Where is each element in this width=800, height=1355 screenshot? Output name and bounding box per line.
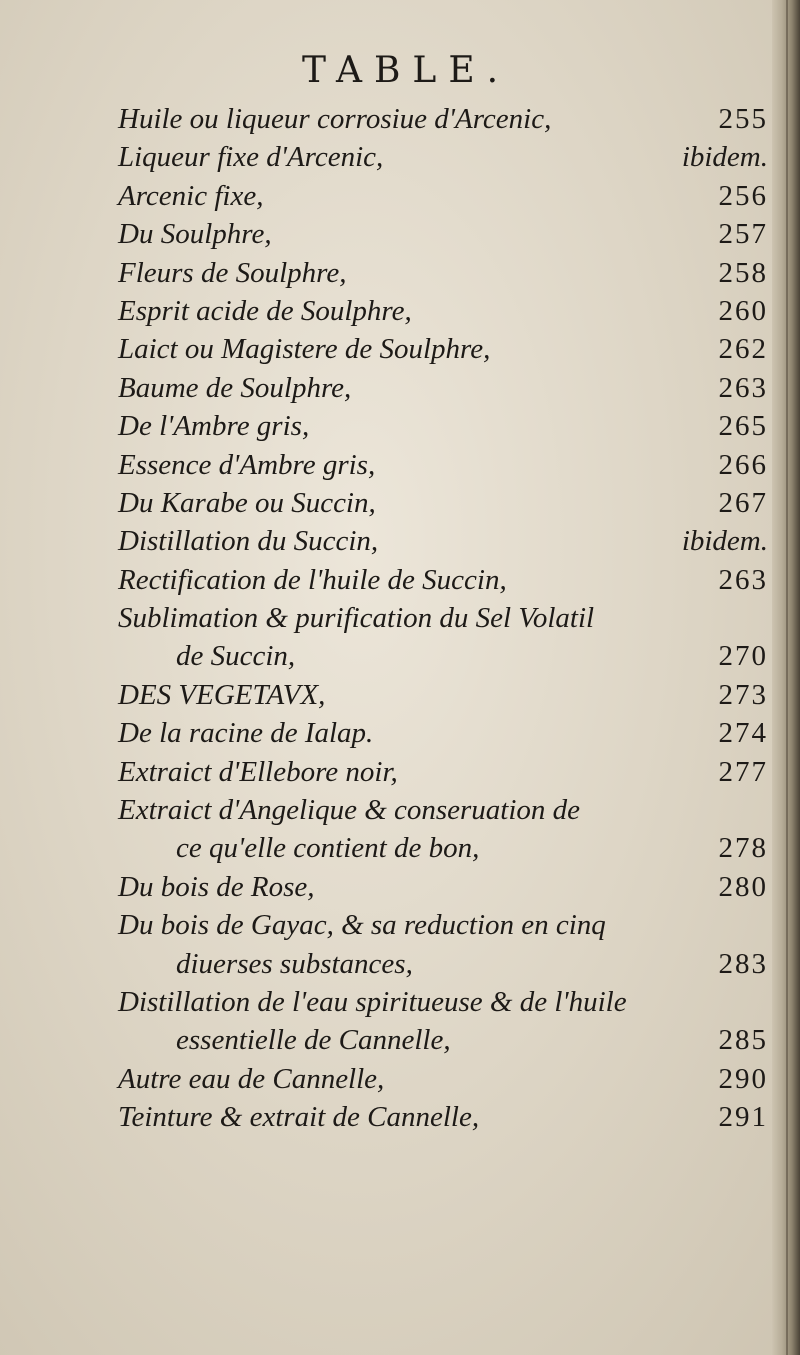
- toc-entry-label: Teinture & extrait de Cannelle,: [118, 1101, 480, 1134]
- toc-entry: [118, 484, 768, 522]
- toc-entry-label: Extraict d'Ellebore noir,: [118, 755, 398, 788]
- toc-entry-label: DES VEGETAVX,: [118, 678, 326, 711]
- page-title: TABLE.: [301, 50, 511, 91]
- toc-entry-label: Extraict d'Angelique & conseruation de: [118, 794, 581, 827]
- toc-entry-continuation: [118, 829, 768, 867]
- toc-entry: [118, 177, 768, 215]
- toc-entry-page-number: ibidem.: [681, 141, 768, 174]
- toc-entry: [118, 215, 768, 253]
- toc-entry-page-number: 290: [718, 1062, 768, 1095]
- toc-entry-label: Baume de Soulphre,: [118, 371, 352, 404]
- toc-entry-page-number: 263: [718, 371, 768, 404]
- toc-entry-page-number: 262: [718, 333, 768, 366]
- gutter-shadow-line: [786, 0, 788, 1355]
- toc-entry: [118, 983, 768, 1021]
- toc-entry: [118, 138, 768, 176]
- toc-entry-page-number: 273: [718, 678, 768, 711]
- toc-entry-label: Du bois de Rose,: [118, 870, 315, 903]
- toc-entry: [118, 714, 768, 752]
- toc-entry-label: Du bois de Gayac, & sa reduction en cinq: [118, 909, 606, 942]
- toc-entry-label: ce qu'elle contient de bon,: [176, 832, 480, 865]
- toc-entry-label: de Succin,: [176, 640, 296, 673]
- toc-entry-page-number: 258: [718, 256, 768, 289]
- toc-entry: [118, 599, 768, 637]
- toc-entry: [118, 407, 768, 445]
- toc-entry-page-number: 285: [718, 1024, 768, 1057]
- toc-entry: [118, 100, 768, 138]
- toc-entry-label: Autre eau de Cannelle,: [118, 1062, 385, 1095]
- toc-entry-page-number: 257: [718, 218, 768, 251]
- toc-entry: [118, 676, 768, 714]
- toc-entry-page-number: 274: [718, 717, 768, 750]
- toc-entry-label: Esprit acide de Soulphre,: [118, 294, 412, 327]
- toc-entry-label: De la racine de Ialap.: [118, 717, 374, 750]
- toc-entry-label: Du Karabe ou Succin,: [118, 486, 376, 519]
- toc-entry-label: Laict ou Magistere de Soulphre,: [118, 333, 491, 366]
- toc-entry-page-number: 263: [718, 563, 768, 596]
- toc-entry-page-number: 267: [718, 486, 768, 519]
- toc-entry: [118, 369, 768, 407]
- toc-entry: [118, 446, 768, 484]
- toc-entry-label: Fleurs de Soulphre,: [118, 256, 347, 289]
- toc-entry: [118, 254, 768, 292]
- toc-entry-page-number: 266: [718, 448, 768, 481]
- toc-entry-label: Distillation du Succin,: [118, 525, 379, 558]
- toc-entry: [118, 561, 768, 599]
- toc-entry: [118, 868, 768, 906]
- toc-entry-page-number: 280: [718, 870, 768, 903]
- toc-entry-label: De l'Ambre gris,: [118, 410, 310, 443]
- toc-entry: [118, 753, 768, 791]
- toc-entry-label: Essence d'Ambre gris,: [118, 448, 376, 481]
- table-of-contents: [118, 100, 768, 1137]
- toc-entry: [118, 791, 768, 829]
- toc-entry: [118, 1098, 768, 1136]
- toc-entry-page-number: 265: [718, 410, 768, 443]
- toc-entry-page-number: 277: [718, 755, 768, 788]
- toc-entry-page-number: ibidem.: [681, 525, 768, 558]
- toc-entry-label: diuerses substances,: [176, 947, 413, 980]
- toc-entry-label: Sublimation & purification du Sel Volatil: [118, 602, 595, 635]
- toc-entry: [118, 330, 768, 368]
- toc-entry: [118, 1060, 768, 1098]
- toc-entry-page-number: 278: [718, 832, 768, 865]
- toc-entry-continuation: [118, 637, 768, 675]
- toc-entry-label: Distillation de l'eau spiritueuse & de l'huile: [118, 985, 627, 1018]
- toc-entry-page-number: 256: [718, 179, 768, 212]
- toc-entry-label: essentielle de Cannelle,: [176, 1024, 451, 1057]
- toc-entry: [118, 522, 768, 560]
- toc-entry-label: Liqueur fixe d'Arcenic,: [118, 141, 384, 174]
- toc-entry-label: Du Soulphre,: [118, 218, 272, 251]
- toc-entry-label: Huile ou liqueur corrosiue d'Arcenic,: [118, 103, 552, 135]
- toc-entry-page-number: 283: [718, 947, 768, 980]
- toc-entry-label: Rectification de l'huile de Succin,: [118, 563, 507, 596]
- toc-entry-label: Arcenic fixe,: [118, 179, 264, 212]
- toc-entry-continuation: [118, 1021, 768, 1059]
- toc-entry-page-number: 270: [718, 640, 768, 673]
- toc-entry: [118, 906, 768, 944]
- toc-entry: [118, 292, 768, 330]
- toc-entry-page-number: 260: [718, 294, 768, 327]
- toc-entry-continuation: [118, 945, 768, 983]
- toc-entry-page-number: 255: [718, 103, 768, 135]
- toc-entry-page-number: 291: [718, 1101, 768, 1134]
